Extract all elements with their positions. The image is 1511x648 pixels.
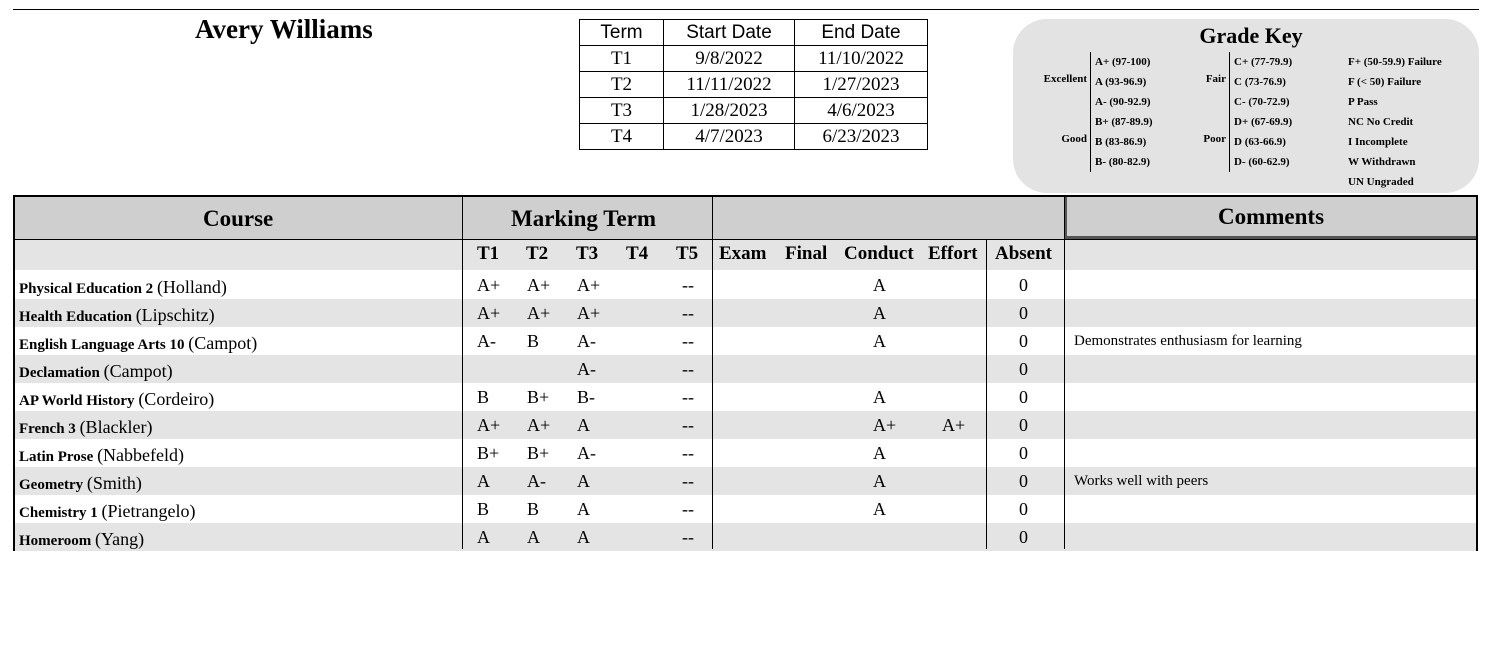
term-3-grade: A+ <box>577 275 601 295</box>
grade-code: F+ (50-59.9) Failure <box>1348 56 1442 68</box>
course-header: Course <box>203 206 274 231</box>
col-t5: T5 <box>676 243 699 264</box>
column-divider <box>1064 197 1065 549</box>
report-card-table <box>13 195 1478 551</box>
term-2-grade: A+ <box>527 415 551 435</box>
comments-header: Comments <box>1218 204 1325 229</box>
end-date-cell: 6/23/2023 <box>795 124 928 150</box>
term-row <box>580 46 928 72</box>
term-1-grade: A+ <box>477 275 501 295</box>
start-date-cell: 9/8/2022 <box>664 46 795 72</box>
start-date-cell: 1/28/2023 <box>664 98 795 124</box>
term-5-grade: -- <box>682 499 694 519</box>
col-t2: T2 <box>526 243 549 264</box>
term-header: Term <box>580 20 664 46</box>
term-2-grade: B <box>527 499 540 519</box>
grade-code: UN Ungraded <box>1348 176 1414 188</box>
grade-code: W Withdrawn <box>1348 156 1416 168</box>
term-5-grade: -- <box>682 275 694 295</box>
grades-header-band <box>713 197 1066 239</box>
end-date-cell: 11/10/2022 <box>795 46 928 72</box>
absent-count: 0 <box>1019 527 1028 547</box>
course-title: Declamation <box>19 365 100 381</box>
grade-group-poor <box>1203 112 1293 172</box>
table-row <box>15 411 1476 439</box>
term-1-grade: B <box>477 387 490 407</box>
course-title: Health Education <box>19 309 132 325</box>
term-5-grade: -- <box>682 471 694 491</box>
grade-range: A+ (97-100) <box>1095 56 1151 68</box>
grade-range: A- (90-92.9) <box>1095 96 1151 108</box>
course-title: Chemistry 1 <box>19 505 98 521</box>
term-1-grade: B <box>477 499 490 519</box>
grade-group-label: Excellent <box>1043 73 1087 85</box>
grade-code: I Incomplete <box>1348 136 1408 148</box>
term-row <box>580 98 928 124</box>
term-dates-header-row <box>580 20 928 46</box>
course-name <box>19 501 195 522</box>
term-2-grade: A- <box>527 471 546 491</box>
grade-range: D+ (67-69.9) <box>1234 116 1293 128</box>
absent-count: 0 <box>1019 303 1028 323</box>
start-date-header: Start Date <box>664 20 795 46</box>
absent-count: 0 <box>1019 443 1028 463</box>
term-1-grade: A+ <box>477 303 501 323</box>
grade-code: NC No Credit <box>1348 116 1414 128</box>
effort-grade: A+ <box>942 415 966 435</box>
conduct-grade: A <box>873 387 886 407</box>
end-date-cell: 1/27/2023 <box>795 72 928 98</box>
teacher-name: (Yang) <box>94 529 145 549</box>
course-title: Homeroom <box>19 533 92 549</box>
term-5-grade: -- <box>682 303 694 323</box>
col-final: Final <box>785 243 828 264</box>
grade-range: C+ (77-79.9) <box>1234 56 1293 68</box>
grade-range: D (63-66.9) <box>1234 136 1286 148</box>
term-1-grade: B+ <box>477 443 500 463</box>
term-2-grade: B+ <box>527 443 550 463</box>
end-date-cell: 4/6/2023 <box>795 98 928 124</box>
course-name <box>19 389 214 410</box>
term-3-grade: A- <box>577 443 596 463</box>
table-row <box>15 467 1476 495</box>
term-3-grade: A- <box>577 359 596 379</box>
teacher-name: (Campot) <box>188 333 258 353</box>
col-effort: Effort <box>928 243 978 264</box>
grade-group-label: Fair <box>1205 73 1226 85</box>
column-divider <box>462 197 463 549</box>
marking-term-header-band <box>463 197 714 239</box>
term-2-grade: A+ <box>527 303 551 323</box>
absent-count: 0 <box>1019 471 1028 491</box>
table-row <box>15 299 1476 327</box>
column-divider <box>986 239 987 549</box>
course-name <box>19 277 227 298</box>
grade-key-other-codes <box>1348 52 1442 192</box>
term-1-grade: A- <box>477 331 496 351</box>
term-3-grade: A <box>577 415 590 435</box>
grade-range: A (93-96.9) <box>1095 76 1147 88</box>
teacher-name: (Campot) <box>103 361 173 381</box>
col-absent: Absent <box>995 243 1053 264</box>
table-row <box>15 355 1476 383</box>
course-title: Geometry <box>19 477 84 493</box>
grade-code: F (< 50) Failure <box>1348 76 1422 88</box>
term-3-grade: A- <box>577 331 596 351</box>
grade-range: D- (60-62.9) <box>1234 156 1290 168</box>
term-3-grade: A <box>577 499 590 519</box>
grade-key-title: Grade Key <box>1199 23 1303 48</box>
term-2-grade: B+ <box>527 387 550 407</box>
absent-count: 0 <box>1019 387 1028 407</box>
conduct-grade: A <box>873 499 886 519</box>
term-2-grade: A+ <box>527 275 551 295</box>
course-title: Latin Prose <box>19 449 94 465</box>
conduct-grade: A <box>873 303 886 323</box>
col-t3: T3 <box>576 243 599 264</box>
absent-count: 0 <box>1019 359 1028 379</box>
term-3-grade: B- <box>577 387 595 407</box>
col-conduct: Conduct <box>844 243 914 264</box>
table-row <box>15 495 1476 523</box>
conduct-grade: A <box>873 443 886 463</box>
table-row <box>15 327 1476 355</box>
teacher-name: (Holland) <box>156 277 227 297</box>
start-date-cell: 4/7/2023 <box>664 124 795 150</box>
absent-count: 0 <box>1019 415 1028 435</box>
term-3-grade: A+ <box>577 303 601 323</box>
grade-group-label: Good <box>1061 133 1087 145</box>
grade-code: P Pass <box>1348 96 1378 108</box>
term-row <box>580 72 928 98</box>
term-3-grade: A <box>577 527 590 547</box>
course-name <box>19 305 215 326</box>
absent-count: 0 <box>1019 275 1028 295</box>
term-1-grade: A+ <box>477 415 501 435</box>
course-title: Physical Education 2 <box>19 281 154 297</box>
col-t4: T4 <box>626 243 649 264</box>
course-name <box>19 333 257 354</box>
grade-key <box>1013 19 1479 193</box>
end-date-header: End Date <box>795 20 928 46</box>
grade-range: B (83-86.9) <box>1095 136 1147 148</box>
course-comment: Demonstrates enthusiasm for learning <box>1074 333 1302 349</box>
col-exam: Exam <box>719 243 767 264</box>
conduct-grade: A+ <box>873 415 897 435</box>
grade-range: B- (80-82.9) <box>1095 156 1150 168</box>
student-name: Avery Williams <box>195 14 373 44</box>
start-date-cell: 11/11/2022 <box>664 72 795 98</box>
course-comment: Works well with peers <box>1074 473 1209 489</box>
marking-term-header: Marking Term <box>511 206 657 231</box>
course-title: AP World History <box>19 393 135 409</box>
term-3-grade: A <box>577 471 590 491</box>
grade-group-fair <box>1205 52 1293 112</box>
term-5-grade: -- <box>682 527 694 547</box>
term-5-grade: -- <box>682 387 694 407</box>
table-row <box>15 439 1476 467</box>
teacher-name: (Pietrangelo) <box>101 501 196 521</box>
course-name <box>19 361 173 382</box>
course-name <box>19 529 144 550</box>
grade-range: C (73-76.9) <box>1234 76 1286 88</box>
conduct-grade: A <box>873 275 886 295</box>
column-subheader-row <box>15 239 1476 270</box>
absent-count: 0 <box>1019 499 1028 519</box>
term-5-grade: -- <box>682 331 694 351</box>
term-1-grade: A <box>477 471 490 491</box>
term-cell: T4 <box>580 124 664 150</box>
term-2-grade: A <box>527 527 540 547</box>
teacher-name: (Blackler) <box>79 417 153 437</box>
course-name <box>19 417 153 438</box>
course-name <box>19 445 184 466</box>
absent-count: 0 <box>1019 331 1028 351</box>
term-2-grade: B <box>527 331 540 351</box>
grade-group-good <box>1061 112 1153 172</box>
term-dates-table <box>579 19 928 150</box>
course-title: English Language Arts 10 <box>19 337 185 353</box>
comments-header-band <box>1064 197 1476 239</box>
course-title: French 3 <box>19 421 76 437</box>
term-row <box>580 124 928 150</box>
teacher-name: (Nabbefeld) <box>97 445 185 465</box>
grade-range: C- (70-72.9) <box>1234 96 1290 108</box>
table-row <box>15 271 1476 299</box>
term-1-grade: A <box>477 527 490 547</box>
term-cell: T1 <box>580 46 664 72</box>
term-5-grade: -- <box>682 415 694 435</box>
conduct-grade: A <box>873 331 886 351</box>
page-top-rule <box>13 9 1479 10</box>
course-header-band <box>15 197 464 239</box>
teacher-name: (Cordeiro) <box>138 389 215 409</box>
term-5-grade: -- <box>682 443 694 463</box>
column-divider <box>712 197 713 549</box>
grade-range: B+ (87-89.9) <box>1095 116 1153 128</box>
term-cell: T2 <box>580 72 664 98</box>
term-cell: T3 <box>580 98 664 124</box>
term-5-grade: -- <box>682 359 694 379</box>
conduct-grade: A <box>873 471 886 491</box>
grade-group-excellent <box>1043 52 1151 112</box>
grade-group-label: Poor <box>1203 133 1226 145</box>
col-t1: T1 <box>477 243 500 264</box>
teacher-name: (Smith) <box>86 473 142 493</box>
teacher-name: (Lipschitz) <box>135 305 215 325</box>
course-name <box>19 473 142 494</box>
table-row <box>15 523 1476 551</box>
table-row <box>15 383 1476 411</box>
